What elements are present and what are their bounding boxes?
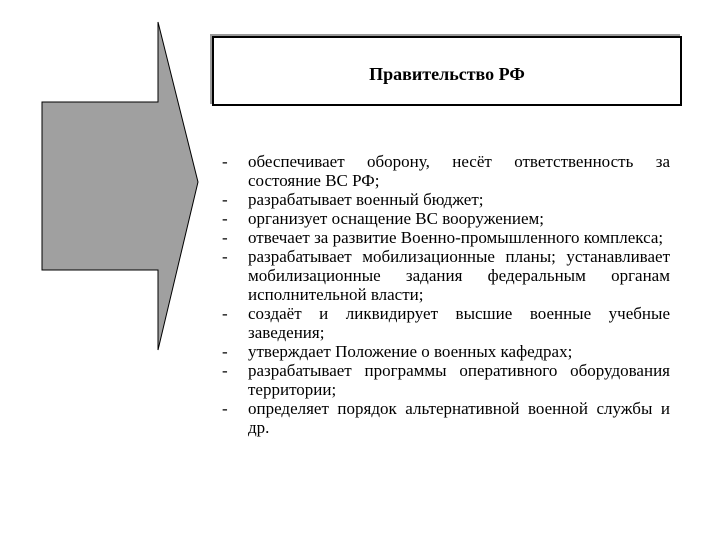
list-dash: - [222,190,228,209]
list-item-text: обеспечивает оборону, несёт ответственность за состояние ВС РФ; [248,152,670,190]
list-dash: - [222,247,228,266]
list-dash: - [222,361,228,380]
list-item-text: определяет порядок альтернативной военной службы и др. [248,399,670,437]
list-item [218,152,670,190]
list-item-text: отвечает за развитие Военно-промышленного комплекса; [248,228,664,247]
list-item [218,342,670,361]
list-item [218,228,670,247]
list-dash: - [222,228,228,247]
list-item [218,361,670,399]
list-dash: - [222,152,228,171]
list-item-text: разрабатывает программы оперативного оборудования территории; [248,361,670,399]
list-item [218,304,670,342]
list-dash: - [222,209,228,228]
list-dash: - [222,342,228,361]
duties-list [218,152,670,437]
list-item-text: разрабатывает мобилизационные планы; устанавливает мобилизационные задания федеральным органам исполнительной власти; [248,247,670,304]
list-dash: - [222,304,228,323]
list-dash: - [222,399,228,418]
list-item [218,247,670,304]
list-item-text: утверждает Положение о военных кафедрах; [248,342,573,361]
list-item [218,209,670,228]
title-box [212,36,682,106]
list-item-text: разрабатывает военный бюджет; [248,190,484,209]
page-title: Правительство РФ [369,63,525,84]
list-item [218,399,670,437]
list-item-text: создаёт и ликвидирует высшие военные учебные заведения; [248,304,670,342]
list-item [218,190,670,209]
arrow-polygon [42,22,198,350]
list-item-text: организует оснащение ВС вооружением; [248,209,544,228]
